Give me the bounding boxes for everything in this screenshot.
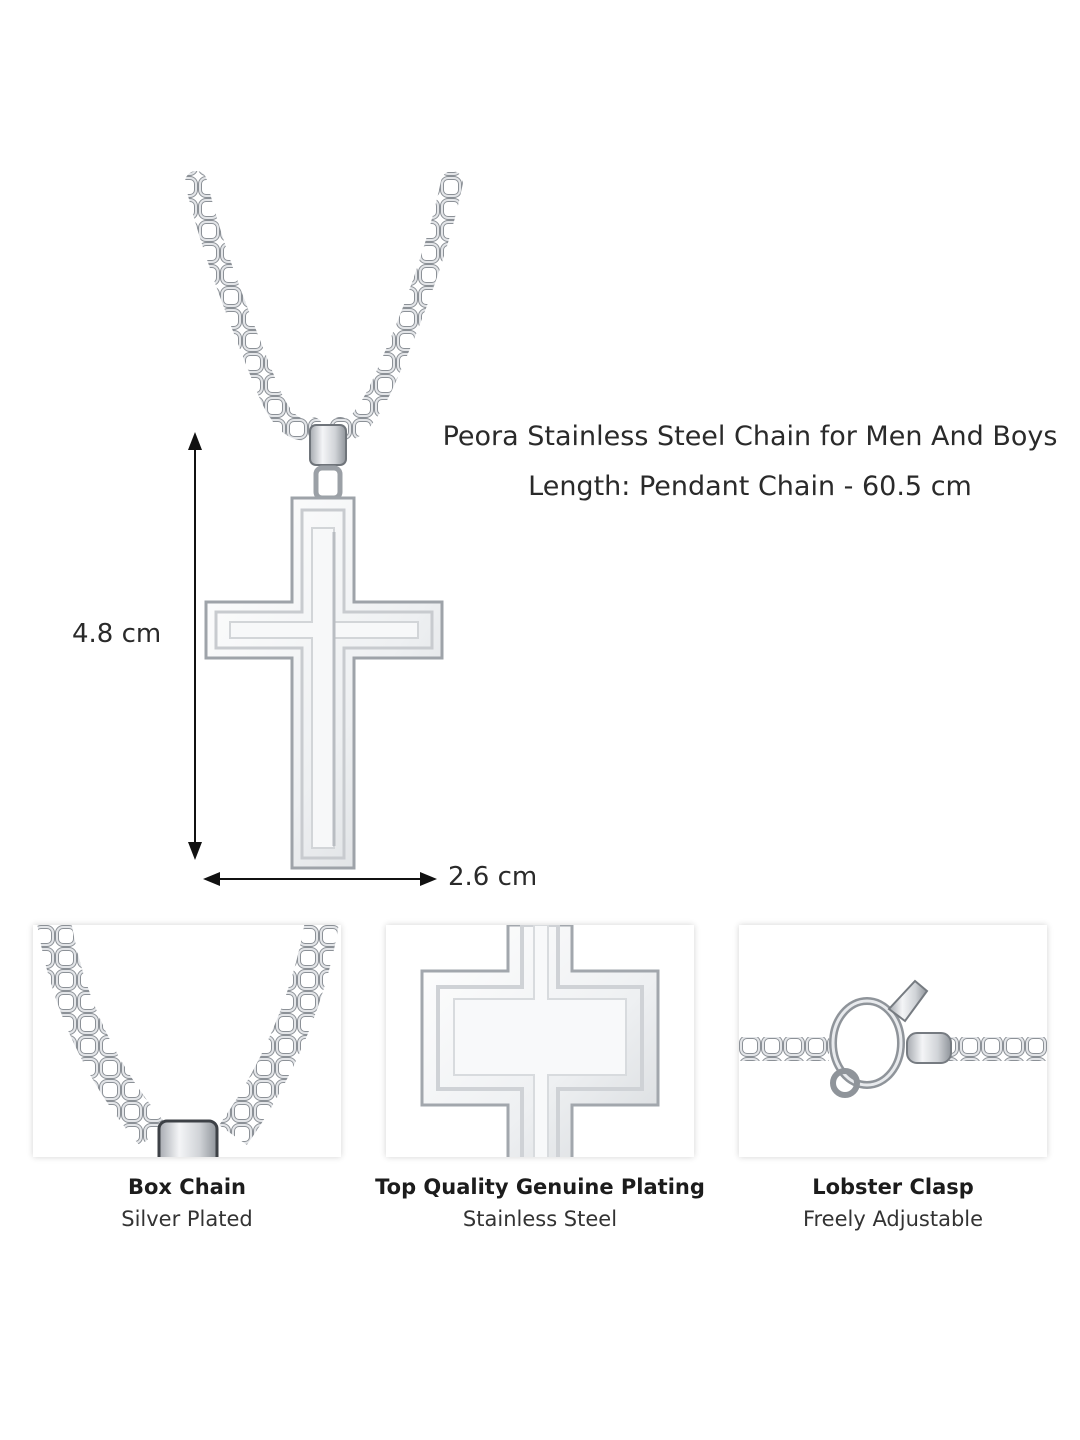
double-arrow-vertical-icon — [188, 432, 202, 860]
double-arrow-horizontal-icon — [203, 872, 437, 886]
height-dimension-label: 4.8 cm — [72, 619, 162, 649]
feature-title: Lobster Clasp — [812, 1175, 974, 1199]
feature-image-lobster-clasp — [739, 925, 1047, 1157]
feature-subtitle: Stainless Steel — [462, 1207, 618, 1231]
pendant-bail — [310, 425, 346, 498]
feature-caption-lobster-clasp — [723, 1170, 1063, 1234]
feature-caption-plating — [370, 1170, 710, 1234]
feature-title: Top Quality Genuine Plating — [375, 1175, 705, 1199]
product-title: Peora Stainless Steel Chain for Men And Boys — [442, 421, 1058, 452]
feature-subtitle: Silver Plated — [121, 1207, 253, 1231]
feature-subtitle: Freely Adjustable — [802, 1207, 984, 1231]
cross-pendant — [206, 498, 442, 868]
feature-image-plating — [386, 925, 694, 1157]
width-dimension-label: 2.6 cm — [448, 862, 538, 892]
product-length: Length: Pendant Chain - 60.5 cm — [528, 471, 972, 502]
product-info — [420, 412, 1080, 512]
feature-caption-box-chain — [17, 1170, 357, 1234]
feature-title: Box Chain — [128, 1175, 246, 1199]
feature-image-box-chain — [33, 925, 341, 1157]
box-chain — [196, 182, 452, 429]
